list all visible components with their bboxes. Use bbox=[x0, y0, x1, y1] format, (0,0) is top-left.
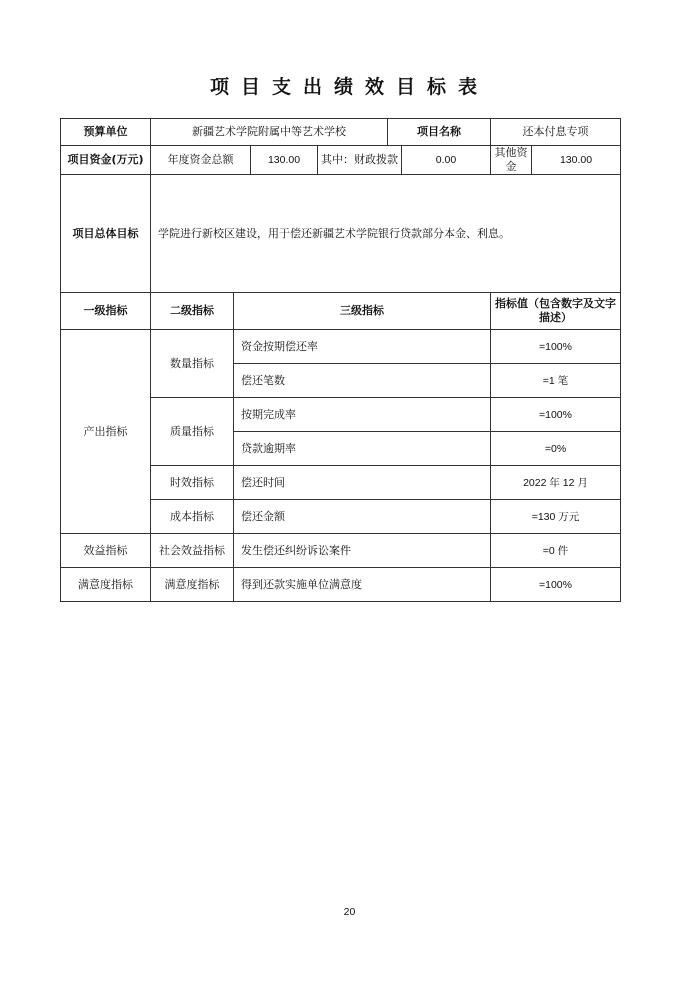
table-row bbox=[61, 534, 621, 568]
indicator-value: =1 笔 bbox=[491, 364, 621, 398]
budget-unit-value: 新疆艺术学院附属中等艺术学校 bbox=[151, 119, 388, 146]
performance-goal-table bbox=[60, 118, 621, 602]
timeliness-indicator-cell: 时效指标 bbox=[151, 466, 234, 500]
indicator-name: 偿还时间 bbox=[234, 466, 491, 500]
indicator-name: 贷款逾期率 bbox=[234, 432, 491, 466]
column-header-row bbox=[61, 293, 621, 330]
indicator-name: 发生偿还纠纷诉讼案件 bbox=[234, 534, 491, 568]
budget-unit-label: 预算单位 bbox=[61, 119, 151, 146]
fiscal-label: 其中：财政拨款 bbox=[318, 146, 402, 175]
benefit-indicator-cell: 效益指标 bbox=[61, 534, 151, 568]
output-indicator-cell: 产出指标 bbox=[61, 330, 151, 534]
other-funds-label: 其他资金 bbox=[491, 146, 532, 175]
indicator-value: =100% bbox=[491, 330, 621, 364]
funds-label: 项目资金(万元) bbox=[61, 146, 151, 175]
budget-unit-row bbox=[61, 119, 621, 146]
overall-goal-row bbox=[61, 175, 621, 293]
quality-indicator-cell: 质量指标 bbox=[151, 398, 234, 466]
annual-total-label: 年度资金总额 bbox=[151, 146, 251, 175]
indicator-value: =100% bbox=[491, 398, 621, 432]
column-header-level2: 二级指标 bbox=[151, 293, 234, 330]
funds-row bbox=[61, 146, 621, 175]
indicator-value: =130 万元 bbox=[491, 500, 621, 534]
indicator-name: 资金按期偿还率 bbox=[234, 330, 491, 364]
indicator-name: 偿还金额 bbox=[234, 500, 491, 534]
overall-goal-value: 学院进行新校区建设，用于偿还新疆艺术学院银行贷款部分本金、利息。 bbox=[151, 175, 621, 293]
project-name-value: 还本付息专项 bbox=[491, 119, 621, 146]
overall-goal-label: 项目总体目标 bbox=[61, 175, 151, 293]
annual-total-value: 130.00 bbox=[251, 146, 318, 175]
table-row bbox=[61, 330, 621, 364]
page-number: 20 bbox=[343, 906, 356, 918]
table-row bbox=[61, 568, 621, 602]
satisfaction-level2-cell: 满意度指标 bbox=[151, 568, 234, 602]
other-funds-value: 130.00 bbox=[532, 146, 621, 175]
project-name-label: 项目名称 bbox=[388, 119, 491, 146]
column-header-level1: 一级指标 bbox=[61, 293, 151, 330]
indicator-name: 偿还笔数 bbox=[234, 364, 491, 398]
indicator-name: 按期完成率 bbox=[234, 398, 491, 432]
column-header-level3: 三级指标 bbox=[234, 293, 491, 330]
indicator-value: =100% bbox=[491, 568, 621, 602]
indicator-name: 得到还款实施单位满意度 bbox=[234, 568, 491, 602]
cost-indicator-cell: 成本指标 bbox=[151, 500, 234, 534]
column-header-value: 指标值（包含数字及文字描述） bbox=[491, 293, 621, 330]
indicator-value: 2022 年 12 月 bbox=[491, 466, 621, 500]
page-title: 项目支出绩效目标表 bbox=[209, 76, 489, 98]
satisfaction-indicator-cell: 满意度指标 bbox=[61, 568, 151, 602]
indicator-value: =0% bbox=[491, 432, 621, 466]
indicator-value: =0 件 bbox=[491, 534, 621, 568]
social-benefit-indicator-cell: 社会效益指标 bbox=[151, 534, 234, 568]
fiscal-value: 0.00 bbox=[402, 146, 491, 175]
quantity-indicator-cell: 数量指标 bbox=[151, 330, 234, 398]
